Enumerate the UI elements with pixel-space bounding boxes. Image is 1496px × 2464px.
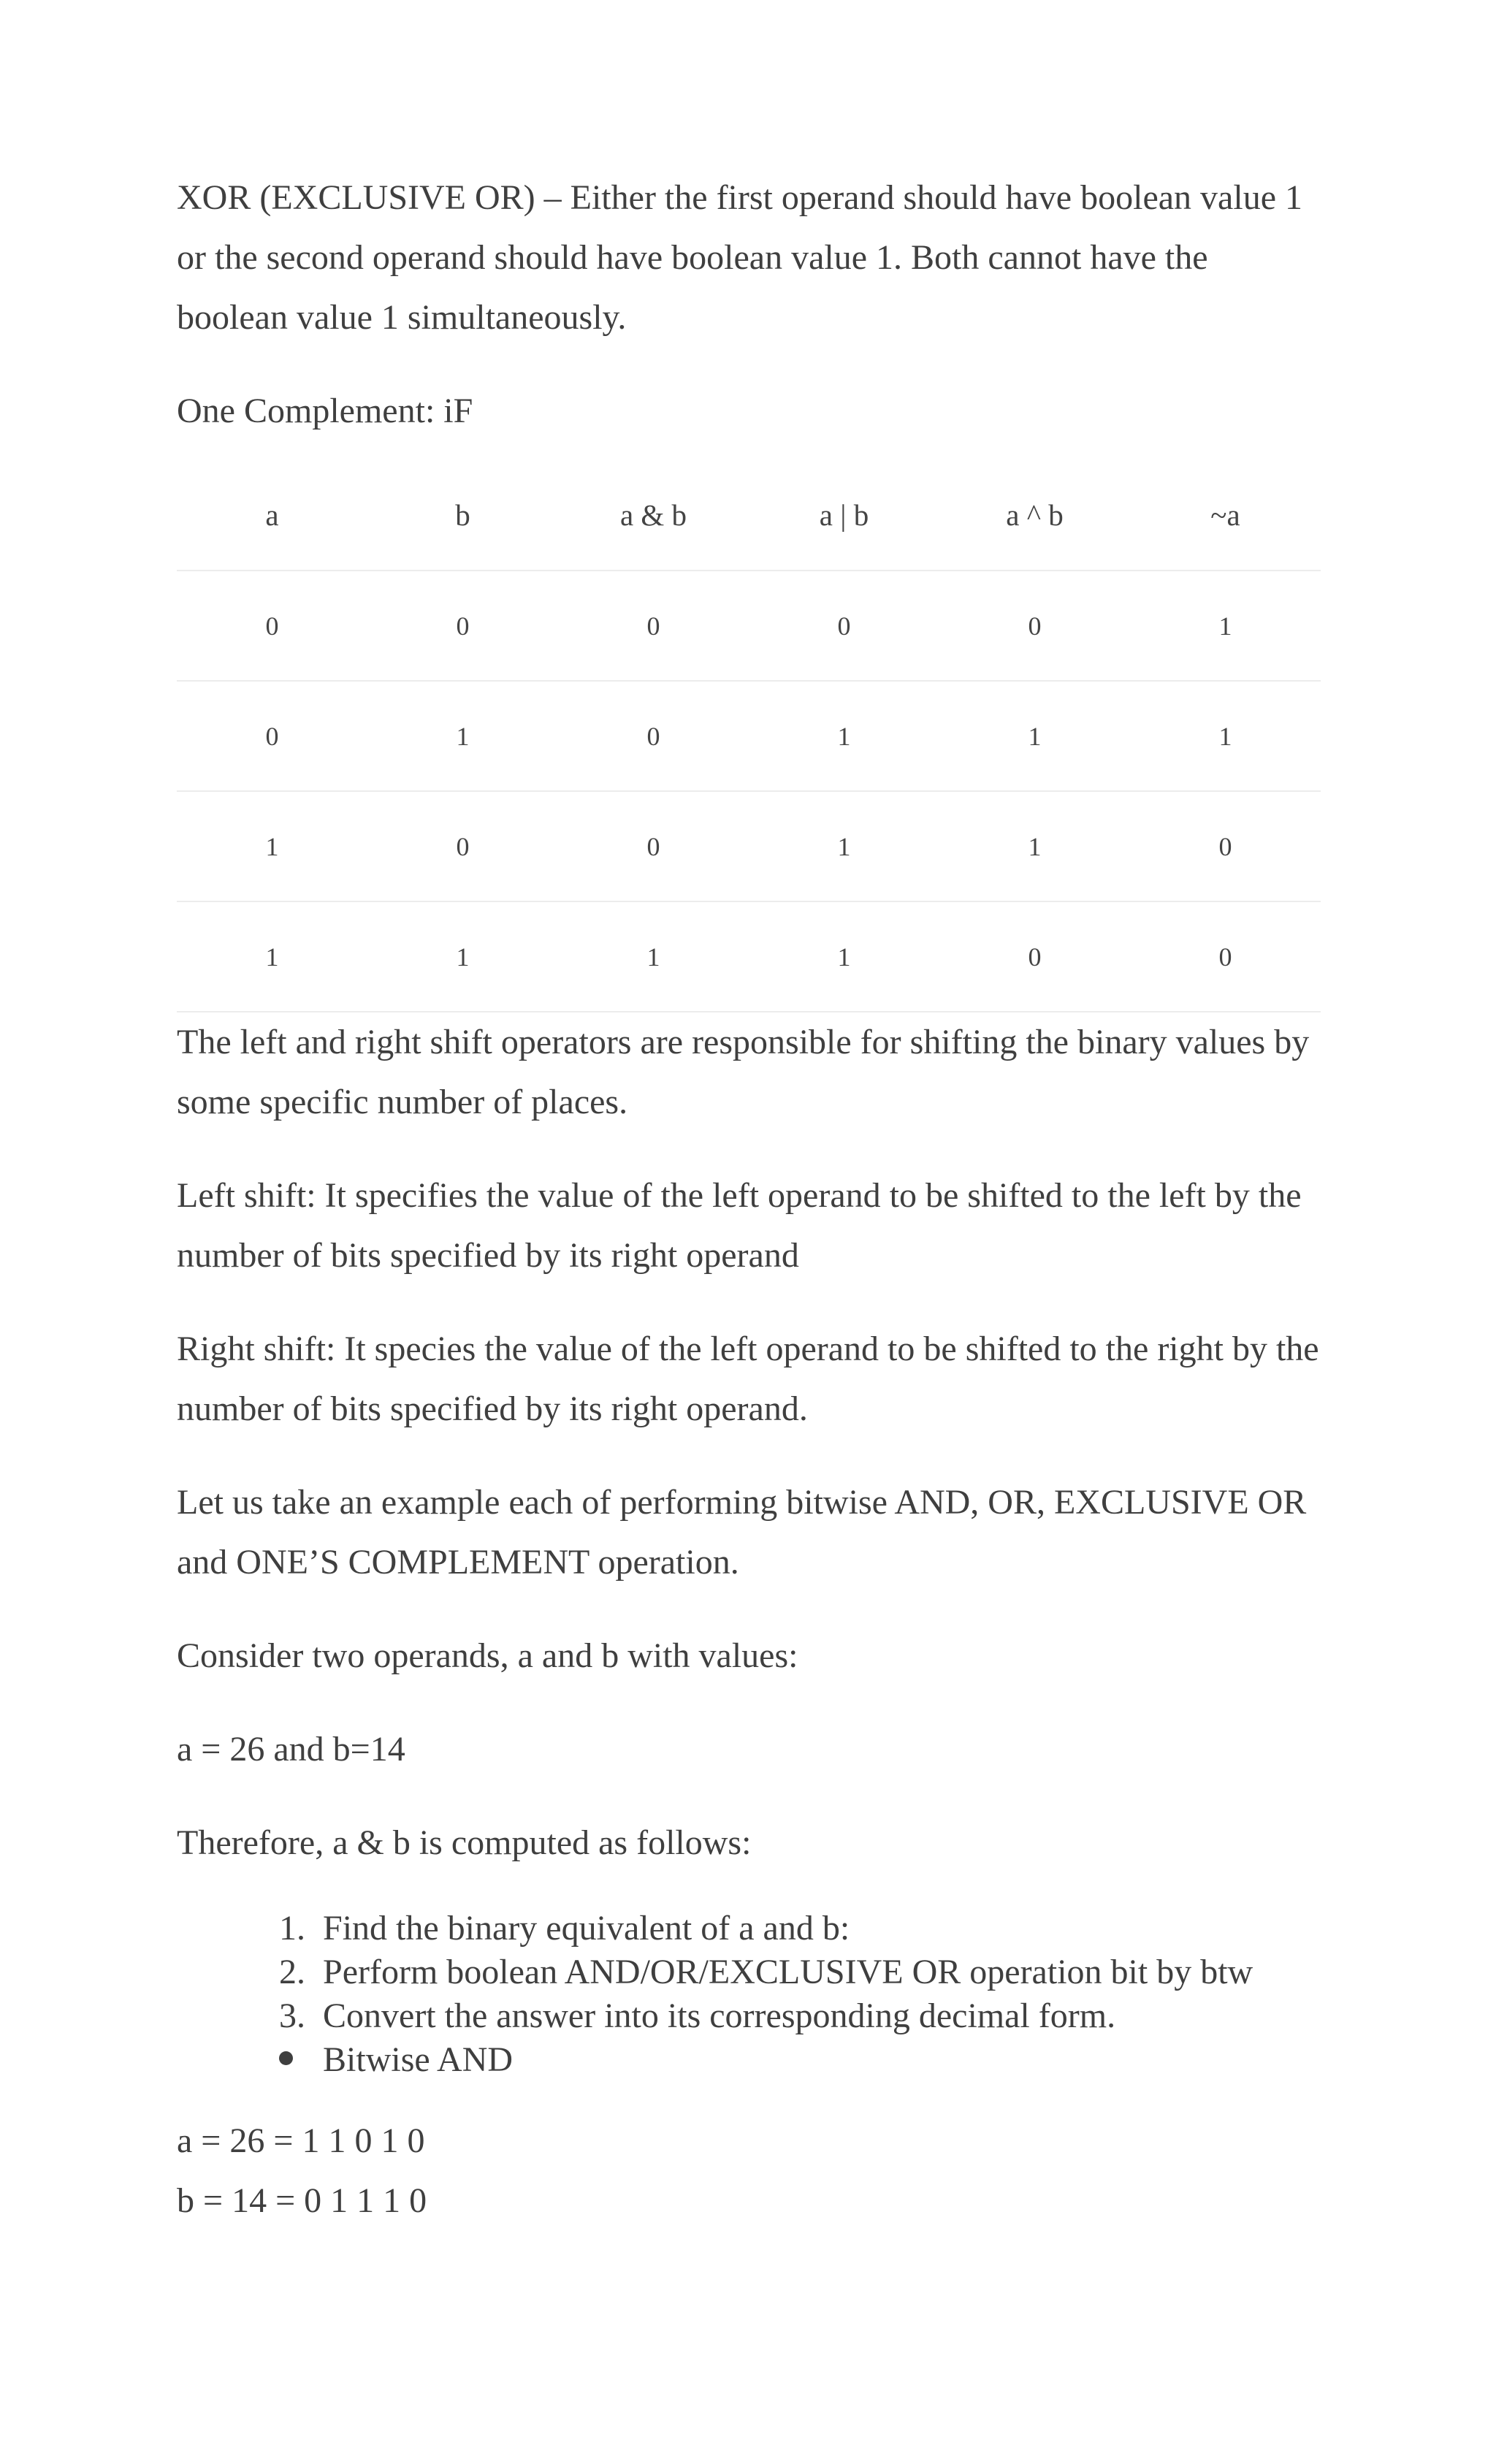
- list-item: [279, 1907, 1321, 1950]
- ones-complement-paragraph: One Complement: iF: [177, 392, 473, 430]
- table-cell: 1: [367, 681, 558, 791]
- header-a: a: [265, 498, 279, 532]
- table-cell: 0: [367, 791, 558, 901]
- list-item-text: Perform boolean AND/OR/EXCLUSIVE OR operation bit by btw: [323, 1953, 1253, 1991]
- table-cell: 1: [749, 791, 939, 901]
- steps-list: [177, 1907, 1321, 2082]
- table-cell: 0: [177, 571, 367, 681]
- table-cell: 0: [558, 681, 749, 791]
- list-item-text: Find the binary equivalent of a and b:: [323, 1909, 850, 1948]
- table-cell: 0: [939, 571, 1130, 681]
- table-cell: 0: [367, 571, 558, 681]
- therefore-paragraph: Therefore, a & b is computed as follows:: [177, 1823, 752, 1862]
- table-cell: 0: [177, 681, 367, 791]
- list-item: [279, 1994, 1321, 2038]
- table-cell: 1: [177, 791, 367, 901]
- table-cell: 1: [1130, 681, 1321, 791]
- table-cell: 1: [939, 791, 1130, 901]
- binary-b: b = 14 = 0 1 1 1 0: [177, 2181, 427, 2220]
- table-row: [177, 901, 1321, 1012]
- list-item: [323, 2038, 1321, 2082]
- shift-intro-paragraph: The left and right shift operators are responsible for shifting the binary values by some specific number of places.: [177, 1023, 1310, 1121]
- table-cell: 1: [939, 681, 1130, 791]
- table-cell: 0: [939, 901, 1130, 1012]
- consider-paragraph: Consider two operands, a and b with values:: [177, 1636, 798, 1675]
- truth-table: [177, 460, 1321, 1012]
- list-marker: 2.: [279, 1953, 305, 1991]
- table-cell: 0: [749, 571, 939, 681]
- list-item-text: Bitwise AND: [323, 2040, 514, 2079]
- table-row: [177, 791, 1321, 901]
- table-cell: 0: [558, 571, 749, 681]
- bullet-icon: [279, 2038, 317, 2082]
- table-cell: 1: [749, 681, 939, 791]
- list-marker: 3.: [279, 1996, 305, 2035]
- example-intro-paragraph: Let us take an example each of performing bitwise AND, OR, EXCLUSIVE OR and ONE’S COMPLEMENT operation.: [177, 1483, 1307, 1582]
- list-marker: 1.: [279, 1909, 305, 1948]
- header-not: ~a: [1210, 498, 1240, 532]
- binary-a: a = 26 = 1 1 0 1 0: [177, 2121, 425, 2160]
- header-and: a & b: [619, 498, 687, 532]
- right-shift-paragraph: Right shift: It species the value of the left operand to be shifted to the right by the number of bits specified by its right operand.: [177, 1330, 1319, 1428]
- table-cell: 1: [558, 901, 749, 1012]
- table-cell: 0: [1130, 791, 1321, 901]
- left-shift-paragraph: Left shift: It specifies the value of the left operand to be shifted to the left by the number of bits specified by its right operand: [177, 1176, 1302, 1275]
- xor-paragraph: XOR (EXCLUSIVE OR) – Either the first operand should have boolean value 1 or the second operand should have boolean value 1. Both cannot have the boolean value 1 simultaneously.: [177, 178, 1302, 337]
- table-row: [177, 571, 1321, 681]
- header-xor: a ^ b: [1006, 498, 1064, 532]
- table-cell: 0: [558, 791, 749, 901]
- table-cell: 1: [1130, 571, 1321, 681]
- table-cell: 1: [367, 901, 558, 1012]
- table-cell: 1: [177, 901, 367, 1012]
- values-paragraph: a = 26 and b=14: [177, 1730, 405, 1769]
- binary-values: [177, 2111, 1321, 2231]
- table-cell: 0: [1130, 901, 1321, 1012]
- header-b: b: [455, 498, 470, 532]
- table-cell: 1: [749, 901, 939, 1012]
- header-or: a | b: [819, 498, 869, 532]
- list-item: [279, 1950, 1321, 1994]
- list-item-text: Convert the answer into its corresponding decimal form.: [323, 1996, 1116, 2035]
- table-row: [177, 681, 1321, 791]
- truth-table-header-row: [177, 460, 1321, 571]
